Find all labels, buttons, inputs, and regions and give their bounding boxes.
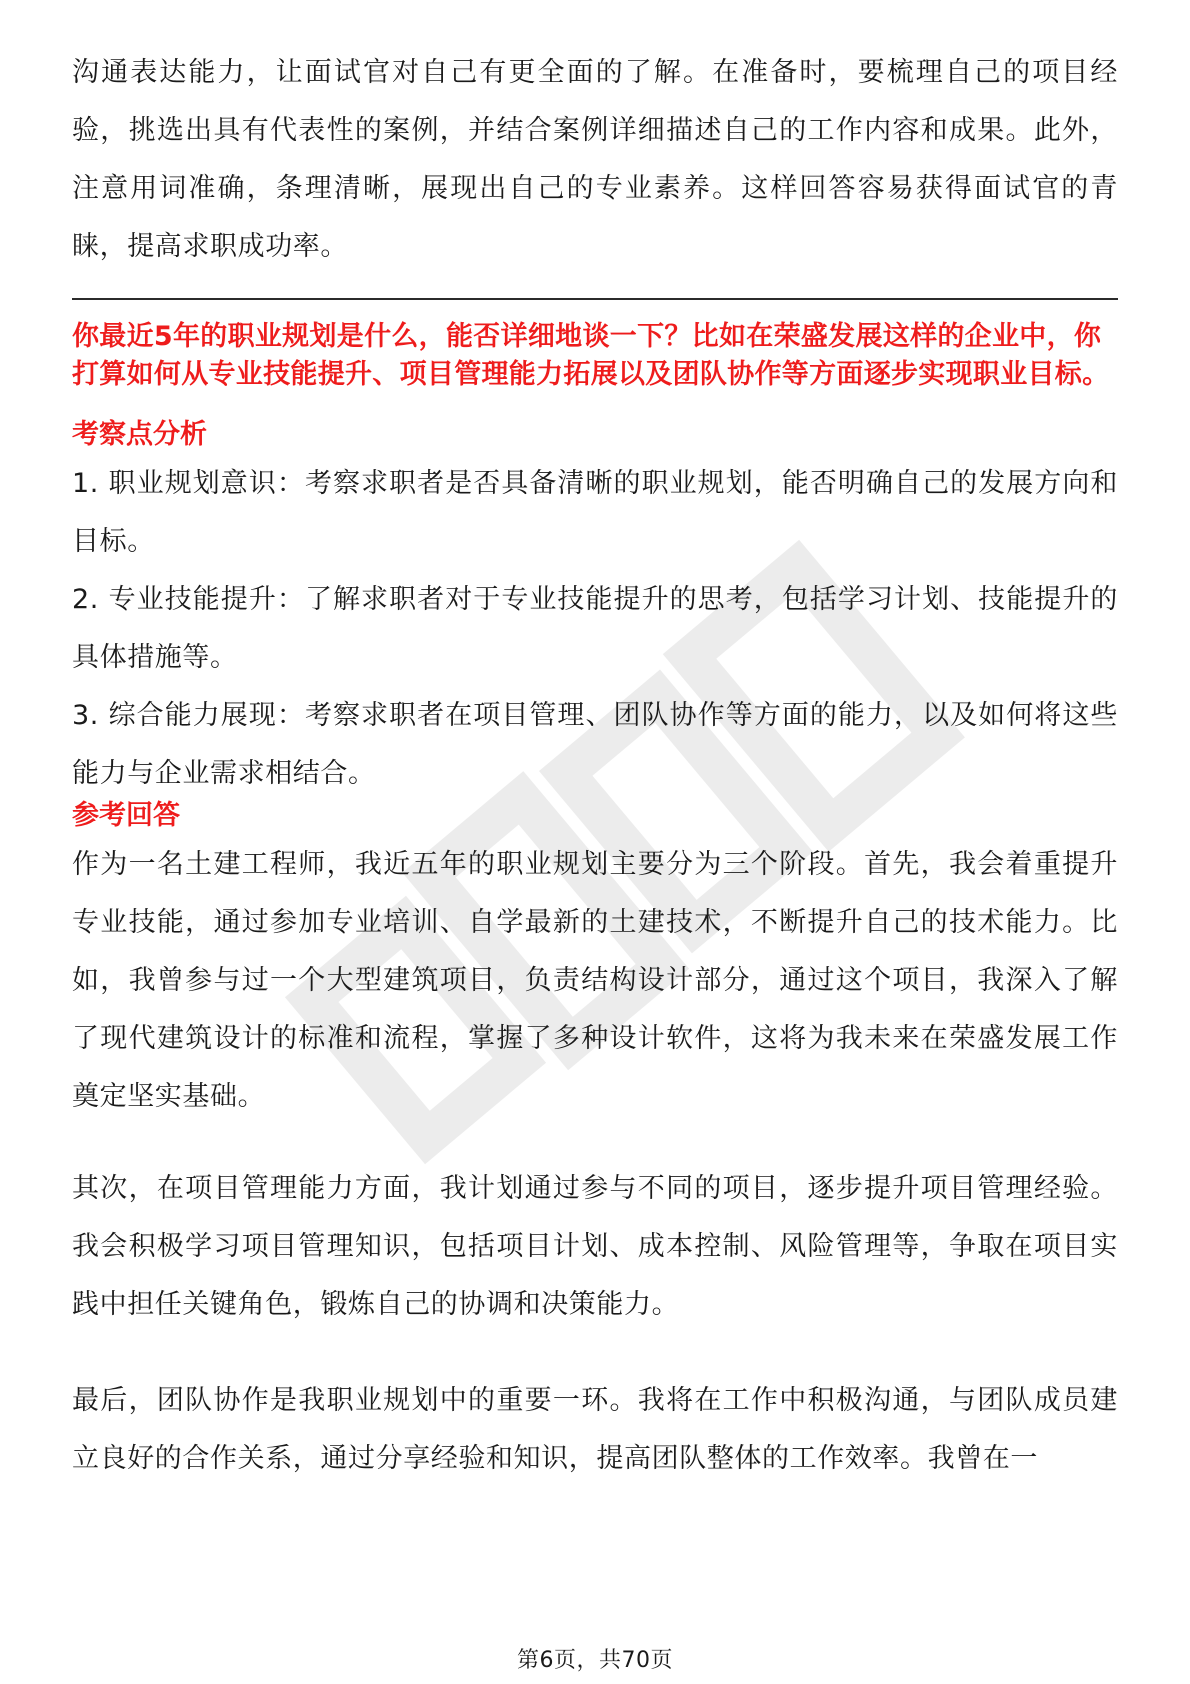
interview-question: 你最近5年的职业规划是什么，能否详细地谈一下？比如在荣盛发展这样的企业中，你打算如何从专业技能提升、项目管理能力拓展以及团队协作等方面逐步实现职业目标。 [72, 321, 1110, 390]
page-number: 第6页，共70页 [517, 1648, 673, 1673]
intro-paragraph: 沟通表达能力，让面试官对自己有更全面的了解。在准备时，要梳理自己的项目经验，挑选出具有代表性的案例，并结合案例详细描述自己的工作内容和成果。此外，注意用词准确，条理清晰，展现出自己的专业素养。这样回答容易获得面试官的青睐，提高求职成功率。 [72, 57, 1118, 262]
answer-paragraph-1: 作为一名土建工程师，我近五年的职业规划主要分为三个阶段。首先，我会着重提升专业技能，通过参加专业培训、自学最新的土建技术，不断提升自己的技术能力。比如，我曾参与过一个大型建筑项目，负责结构设计部分，通过这个项目，我深入了解了现代建筑设计的标准和流程，掌握了多种设计软件，这将为我未来在荣盛发展工作奠定坚实基础。 [72, 849, 1118, 1112]
answer-paragraph-1-block [72, 836, 1118, 1126]
answer-paragraph-3: 最后，团队协作是我职业规划中的重要一环。我将在工作中积极沟通，与团队成员建立良好的合作关系，通过分享经验和知识，提高团队整体的工作效率。我曾在一 [72, 1385, 1118, 1474]
analysis-point-1: 1. 职业规划意识：考察求职者是否具备清晰的职业规划，能否明确自己的发展方向和目标。 [72, 468, 1118, 557]
analysis-point-2: 2. 专业技能提升：了解求职者对于专业技能提升的思考，包括学习计划、技能提升的具体措施等。 [72, 584, 1118, 673]
answer-heading: 参考回答 [72, 800, 180, 831]
answer-paragraph-3-block [72, 1372, 1118, 1488]
section-divider [72, 298, 1118, 300]
answer-paragraph-2-block [72, 1160, 1118, 1334]
answer-paragraph-2: 其次，在项目管理能力方面，我计划通过参与不同的项目，逐步提升项目管理经验。我会积极学习项目管理知识，包括项目计划、成本控制、风险管理等，争取在项目实践中担任关键角色，锻炼自己的协调和决策能力。 [72, 1173, 1118, 1320]
analysis-points [72, 455, 1118, 803]
analysis-heading: 考察点分析 [72, 419, 207, 450]
analysis-point-3: 3. 综合能力展现：考察求职者在项目管理、团队协作等方面的能力，以及如何将这些能力与企业需求相结合。 [72, 700, 1118, 789]
